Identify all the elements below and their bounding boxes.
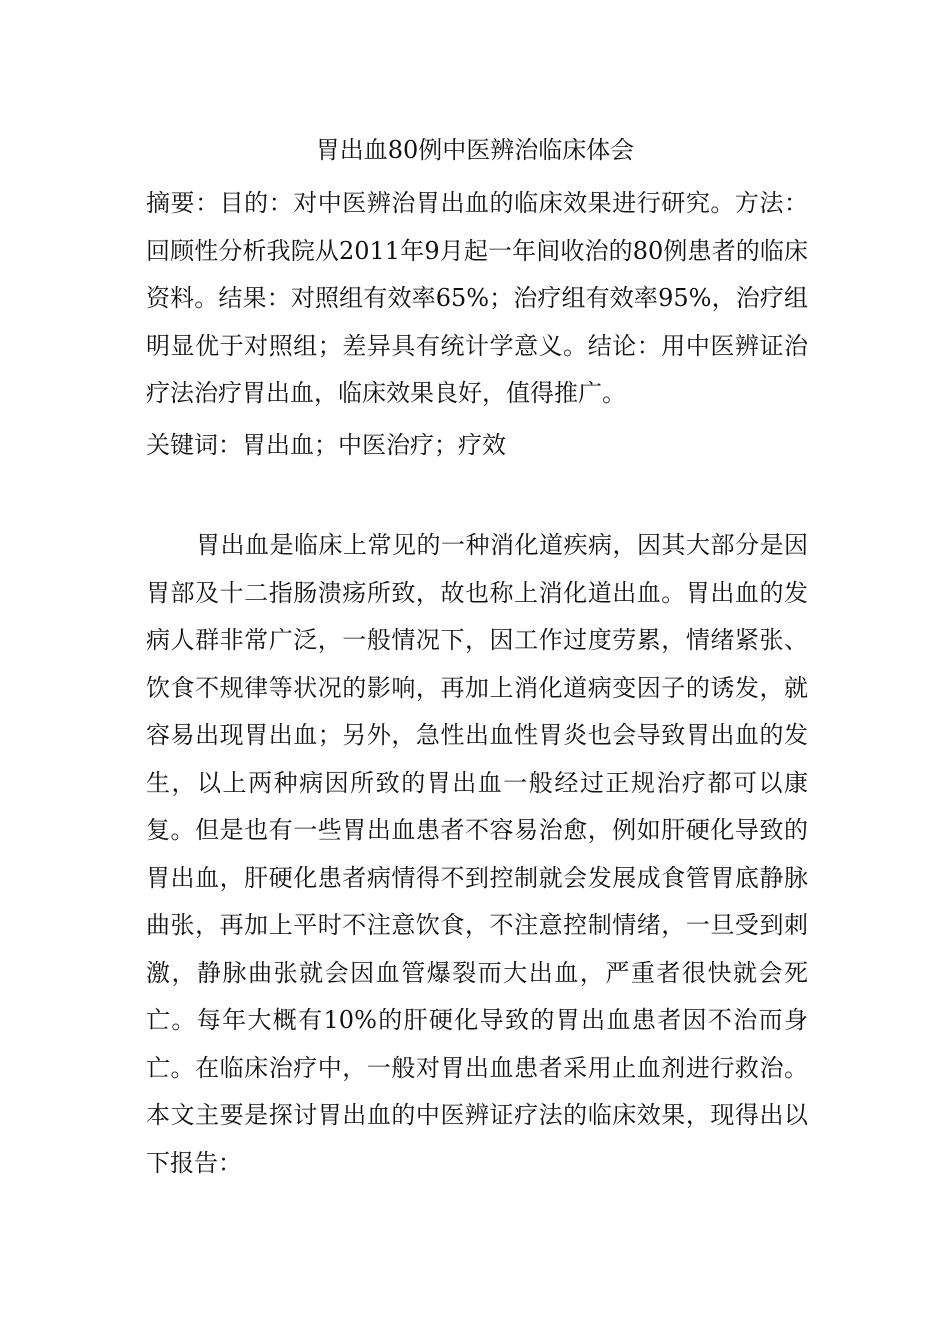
keywords-line: 关键词：胃出血；中医治疗；疗效 bbox=[146, 431, 506, 459]
body-paragraph: 胃出血是临床上常见的一种消化道疾病，因其大部分是因胃部及十二指肠溃疡所致，故也称上消化道出血。胃出血的发病人群非常广泛，一般情况下，因工作过度劳累，情绪紧张、饮食不规律等状况的影响，再加上消化道病变因子的诱发，就容易出现胃出血；另外，急性出血性胃炎也会导致胃出血的发生，以上两种病因所致的胃出血一般经过正规治疗都可以康复。但是也有一些胃出血患者不容易治愈，例如肝硬化导致的胃出血，肝硬化患者病情得不到控制就会发展成食管胃底静脉曲张，再加上平时不注意饮食，不注意控制情绪，一旦受到刺激，静脉曲张就会因血管爆裂而大出血，严重者很快就会死亡。每年大概有10%的肝硬化导致的胃出血患者因不治而身亡。在临床治疗中，一般对胃出血患者采用止血剂进行救治。本文主要是探讨胃出血的中医辨证疗法的临床效果，现得出以下报告： bbox=[146, 531, 808, 1177]
abstract-paragraph: 摘要：目的：对中医辨治胃出血的临床效果进行研究。方法：回顾性分析我院从2011年9月起一年间收治的80例患者的临床资料。结果：对照组有效率65%；治疗组有效率95%，治疗组明显优于对照组；差异具有统计学意义。结论：用中医辨证治疗法治疗胃出血，临床效果良好，值得推广。 bbox=[146, 189, 808, 407]
document-title: 胃出血80例中医辨治临床体会 bbox=[315, 136, 635, 164]
